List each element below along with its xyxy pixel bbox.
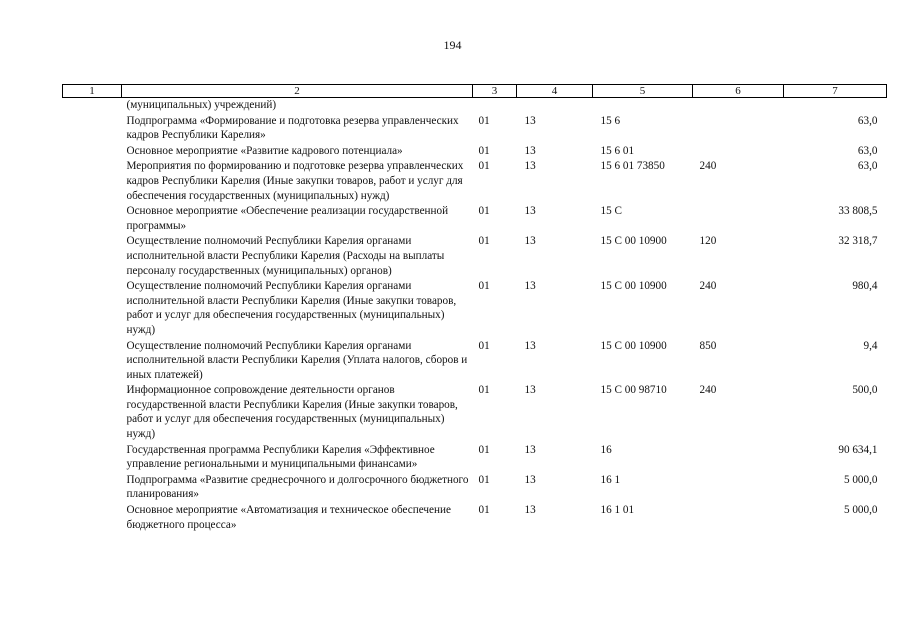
column-header-1: 1 bbox=[63, 85, 122, 98]
row-amount-cell: 63,0 bbox=[857, 144, 878, 157]
row-expense-type-cell: 240 bbox=[699, 384, 717, 397]
row-amount-cell: 63,0 bbox=[857, 114, 878, 127]
row-name-cell: Мероприятия по формированию и подготовке резерва управленческих кадров Республики Карелия (Иные закупки товаров, работ и услуг для обеспечения государственных (муниципальных) нужд) bbox=[126, 160, 464, 202]
row-subsection-cell: 13 bbox=[524, 235, 536, 248]
row-subsection-cell: 13 bbox=[524, 504, 536, 517]
row-expense-type-cell bbox=[693, 472, 784, 502]
row-spacer-cell bbox=[63, 472, 122, 502]
row-spacer-cell bbox=[63, 113, 122, 143]
column-header-6: 6 bbox=[693, 85, 784, 98]
row-name-cell: Основное мероприятие «Обеспечение реализации государственной программы» bbox=[126, 205, 449, 232]
row-section-cell: 01 bbox=[478, 384, 490, 397]
row-name-cell: Подпрограмма «Развитие среднесрочного и долгосрочного бюджетного планирования» bbox=[126, 473, 469, 501]
row-section-cell bbox=[473, 98, 517, 113]
row-name-cell: Осуществление полномочий Республики Карелия органами исполнительной власти Республики Карелия (Расходы на выплаты персоналу государственных (муниципальных) органов) bbox=[126, 235, 445, 277]
table-header-row bbox=[63, 85, 887, 98]
row-expense-type-cell bbox=[693, 113, 784, 143]
row-name-cell: Основное мероприятие «Развитие кадрового потенциала» bbox=[126, 144, 403, 157]
row-expense-type-cell: 850 bbox=[699, 339, 717, 352]
row-amount-cell: 32 318,7 bbox=[838, 235, 878, 248]
row-expense-type-cell bbox=[693, 502, 784, 532]
row-expense-type-cell: 120 bbox=[699, 235, 717, 248]
budget-table bbox=[62, 84, 887, 532]
table-row bbox=[63, 442, 887, 472]
row-name-cell: Осуществление полномочий Республики Карелия органами исполнительной власти Республики Карелия (Иные закупки товаров, работ и услуг для обеспечения государственных (муниципальных) нужд) bbox=[126, 280, 457, 336]
row-section-cell: 01 bbox=[478, 280, 490, 293]
column-header-7: 7 bbox=[784, 85, 887, 98]
row-section-cell: 01 bbox=[478, 443, 490, 456]
table-row bbox=[63, 203, 887, 233]
table-row bbox=[63, 278, 887, 337]
page-number: 194 bbox=[443, 38, 462, 52]
row-spacer-cell bbox=[63, 158, 122, 203]
row-amount-cell: 63,0 bbox=[857, 160, 878, 173]
row-subsection-cell: 13 bbox=[524, 473, 536, 486]
row-subsection-cell: 13 bbox=[524, 280, 536, 293]
table-row bbox=[63, 338, 887, 383]
row-spacer-cell bbox=[63, 338, 122, 383]
row-name-cell: Осуществление полномочий Республики Карелия органами исполнительной власти Республики Карелия (Уплата налогов, сборов и иных платежей) bbox=[126, 339, 468, 381]
row-amount-cell: 980,4 bbox=[852, 280, 878, 293]
table-row bbox=[63, 233, 887, 278]
row-target-article-cell: 15 С 00 10900 bbox=[600, 280, 667, 293]
row-target-article-cell: 15 С 00 10900 bbox=[600, 235, 667, 248]
row-subsection-cell: 13 bbox=[524, 205, 536, 218]
row-expense-type-cell bbox=[693, 442, 784, 472]
table-row bbox=[63, 98, 887, 113]
row-target-article-cell: 16 1 01 bbox=[600, 504, 635, 517]
row-amount-cell: 500,0 bbox=[852, 384, 878, 397]
table-row bbox=[63, 113, 887, 143]
row-spacer-cell bbox=[63, 382, 122, 441]
row-spacer-cell bbox=[63, 203, 122, 233]
row-amount-cell: 33 808,5 bbox=[838, 205, 878, 218]
row-subsection-cell bbox=[517, 98, 593, 113]
row-spacer-cell bbox=[63, 143, 122, 159]
row-section-cell: 01 bbox=[478, 235, 490, 248]
row-section-cell: 01 bbox=[478, 114, 490, 127]
row-spacer-cell bbox=[63, 442, 122, 472]
row-target-article-cell: 15 6 01 73850 bbox=[600, 160, 665, 173]
row-section-cell: 01 bbox=[478, 205, 490, 218]
row-name-cell: Информационное сопровождение деятельности органов государственной власти Республики Карелия (Иные закупки товаров, работ и услуг для обеспечения государственных (муниципальных) нужд) bbox=[126, 384, 458, 441]
row-section-cell: 01 bbox=[478, 339, 490, 352]
row-subsection-cell: 13 bbox=[524, 443, 536, 456]
row-section-cell: 01 bbox=[478, 144, 490, 157]
row-amount-cell bbox=[784, 98, 887, 113]
row-spacer-cell bbox=[63, 278, 122, 337]
row-expense-type-cell bbox=[693, 98, 784, 113]
row-amount-cell: 90 634,1 bbox=[838, 443, 878, 456]
row-expense-type-cell bbox=[693, 203, 784, 233]
row-expense-type-cell: 240 bbox=[699, 280, 717, 293]
row-target-article-cell: 15 С bbox=[600, 205, 622, 218]
row-target-article-cell: 16 bbox=[600, 443, 612, 456]
row-target-article-cell: 15 С 00 98710 bbox=[600, 384, 667, 397]
table-body bbox=[63, 98, 887, 533]
row-subsection-cell: 13 bbox=[524, 384, 536, 397]
row-target-article-cell: 15 6 01 bbox=[600, 144, 635, 157]
row-name-cell: Подпрограмма «Формирование и подготовка резерва управленческих кадров Республики Карелия» bbox=[126, 114, 459, 142]
row-expense-type-cell bbox=[693, 143, 784, 159]
row-name-cell: (муниципальных) учреждений) bbox=[126, 99, 277, 111]
table-row bbox=[63, 502, 887, 532]
column-header-2: 2 bbox=[122, 85, 473, 98]
row-amount-cell: 5 000,0 bbox=[843, 473, 878, 486]
row-amount-cell: 5 000,0 bbox=[843, 504, 878, 517]
row-target-article-cell: 16 1 bbox=[600, 473, 621, 486]
row-target-article-cell: 15 6 bbox=[600, 114, 621, 127]
row-subsection-cell: 13 bbox=[524, 144, 536, 157]
row-subsection-cell: 13 bbox=[524, 114, 536, 127]
row-subsection-cell: 13 bbox=[524, 160, 536, 173]
row-section-cell: 01 bbox=[478, 473, 490, 486]
row-spacer-cell bbox=[63, 98, 122, 113]
column-header-4: 4 bbox=[517, 85, 593, 98]
row-spacer-cell bbox=[63, 233, 122, 278]
column-header-3: 3 bbox=[473, 85, 517, 98]
row-amount-cell: 9,4 bbox=[863, 339, 878, 352]
row-expense-type-cell: 240 bbox=[699, 160, 717, 173]
row-target-article-cell: 15 С 00 10900 bbox=[600, 339, 667, 352]
table-row bbox=[63, 143, 887, 159]
row-name-cell: Основное мероприятие «Автоматизация и техническое обеспечение бюджетного процесса» bbox=[126, 504, 451, 531]
table-row bbox=[63, 382, 887, 441]
row-section-cell: 01 bbox=[478, 504, 490, 517]
row-subsection-cell: 13 bbox=[524, 339, 536, 352]
row-spacer-cell bbox=[63, 502, 122, 532]
row-section-cell: 01 bbox=[478, 160, 490, 173]
row-target-article-cell bbox=[593, 98, 693, 113]
table-row bbox=[63, 472, 887, 502]
row-name-cell: Государственная программа Республики Карелия «Эффективное управление региональными и муниципальными финансами» bbox=[126, 443, 435, 471]
column-header-5: 5 bbox=[593, 85, 693, 98]
table-row bbox=[63, 158, 887, 203]
